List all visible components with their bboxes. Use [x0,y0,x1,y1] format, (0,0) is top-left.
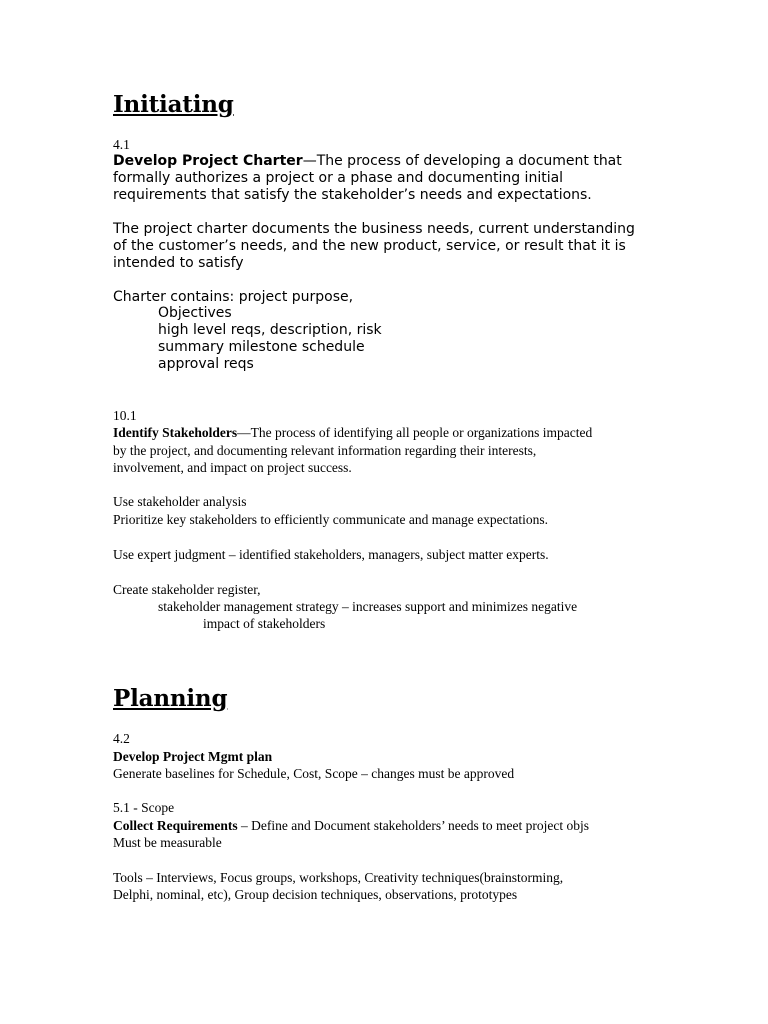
charter-definition-text: —The process of developing a document that [302,153,622,169]
collect-requirements-text: – Define and Document stakeholders’ needs to meet project objs [237,818,589,833]
analysis-line2: Prioritize key stakeholders to efficiently communicate and manage expectations. [113,512,548,527]
charter-item: high level reqs, description, risk [158,322,382,338]
register-line2: stakeholder management strategy – increases support and minimizes negative [158,599,578,614]
charter-definition-line3: requirements that satisfy the stakeholder’s needs and expectations. [113,187,592,203]
collect-requirements-line [113,817,589,835]
register-line3: impact of stakeholders [203,616,326,631]
charter-desc-line3: intended to satisfy [113,255,244,271]
tools-line2: Delphi, nominal, etc), Group decision techniques, observations, prototypes [113,887,518,902]
section-number-5-1: 5.1 - Scope [113,800,175,815]
charter-item: Objectives [158,305,232,321]
stakeholders-definition-line2: by the project, and documenting relevant information regarding their interests, [113,443,537,458]
charter-desc-line2: of the customer’s needs, and the new product, service, or result that it is [113,238,626,254]
expert-judgment-line: Use expert judgment – identified stakeholders, managers, subject matter experts. [113,547,549,562]
stakeholders-definition-line3: involvement, and impact on project success. [113,460,352,475]
analysis-line1: Use stakeholder analysis [113,494,247,509]
term-collect-requirements: Collect Requirements [113,818,238,833]
register-lead: Create stakeholder register, [113,582,261,597]
section-number-4-1: 4.1 [113,137,130,152]
charter-item: approval reqs [158,356,254,372]
charter-desc-line1: The project charter documents the business needs, current understanding [113,221,635,237]
baselines-line: Generate baselines for Schedule, Cost, Scope – changes must be approved [113,766,515,781]
charter-definition-line2: formally authorizes a project or a phase and documenting initial [113,170,564,186]
charter-definition-line1 [113,153,622,170]
term-identify-stakeholders: Identify Stakeholders [113,425,238,440]
tools-line1: Tools – Interviews, Focus groups, workshops, Creativity techniques(brainstorming, [113,870,564,885]
term-develop-project-mgmt-plan: Develop Project Mgmt plan [113,749,273,764]
measurable-line: Must be measurable [113,835,222,850]
heading-planning: Planning [113,685,228,712]
heading-initiating: Initiating [113,91,234,118]
term-develop-project-charter: Develop Project Charter [113,153,303,169]
charter-contains-lead: Charter contains: project purpose, [113,289,354,305]
section-number-10-1: 10.1 [113,408,137,423]
charter-item: summary milestone schedule [158,339,365,355]
stakeholders-definition-text: —The process of identifying all people or organizations impacted [237,425,593,440]
section-number-4-2: 4.2 [113,731,130,746]
stakeholders-definition-line1 [113,424,592,442]
